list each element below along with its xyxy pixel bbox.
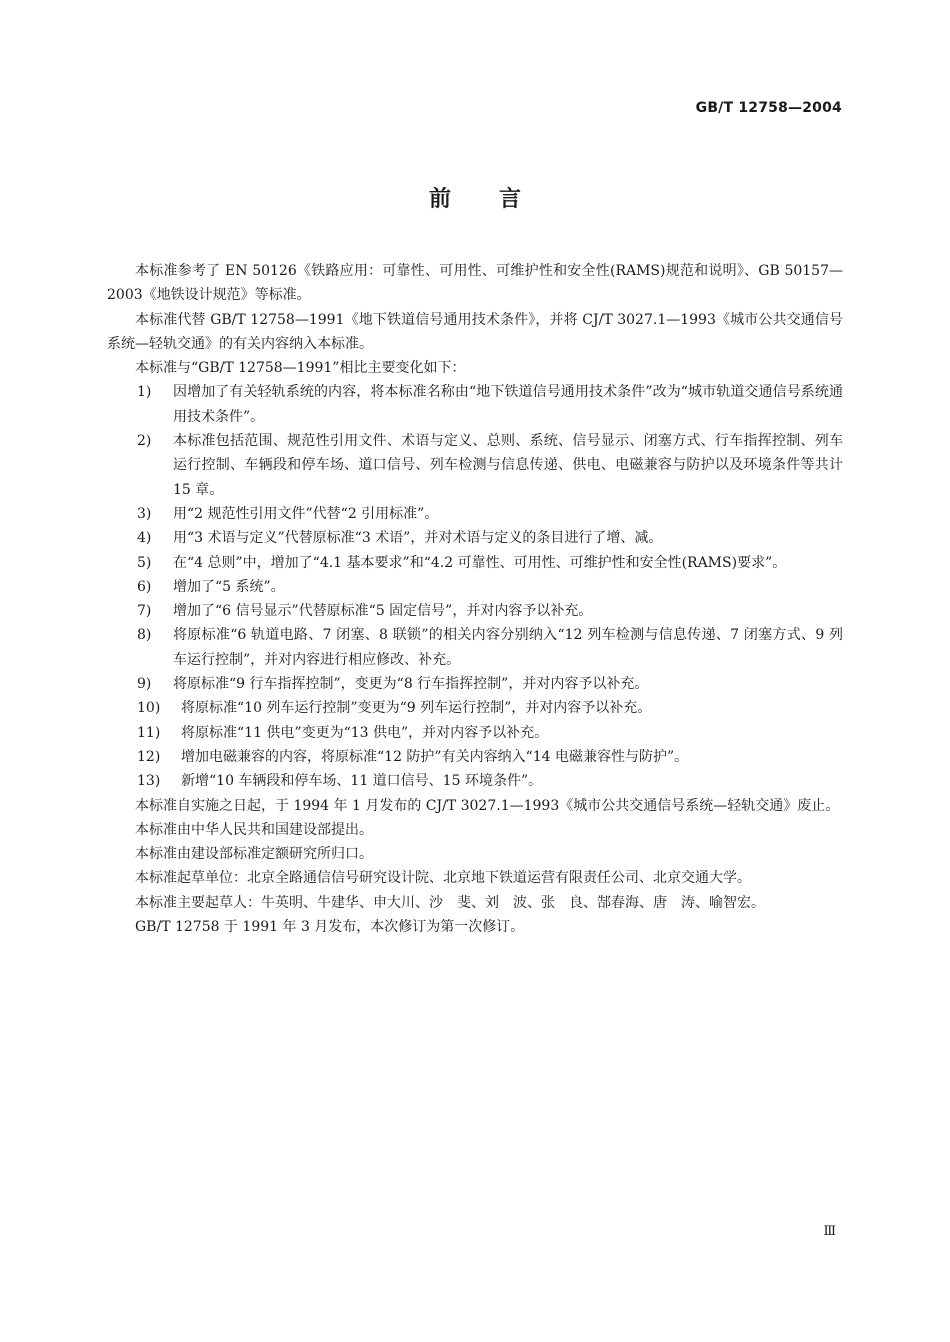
list-item	[107, 575, 843, 599]
list-item-text: 增加了“5 系统”。	[173, 578, 285, 595]
list-item	[107, 623, 843, 672]
list-item-number: 8)	[137, 627, 152, 644]
changes-list	[107, 380, 843, 793]
list-item-text: 本标准包括范围、规范性引用文件、术语与定义、总则、系统、信号显示、闭塞方式、行车指挥控制、列车运行控制、车辆段和停车场、道口信号、列车检测与信息传递、供电、电磁兼容与防护以及环境条件等共计 15 章。	[173, 433, 843, 498]
closing-paragraph: 本标准主要起草人：牛英明、牛建华、申大川、沙 斐、刘 波、张 良、郜春海、唐 涛、喻智宏。	[135, 894, 765, 911]
list-item-number: 10)	[137, 700, 161, 717]
list-item-text: 将原标准“6 轨道电路、7 闭塞、8 联锁”的相关内容分别纳入“12 列车检测与信息传递、7 闭塞方式、9 列车运行控制”，并对内容进行相应修改、补充。	[173, 627, 843, 668]
intro-paragraph: 本标准参考了 EN 50126《铁路应用：可靠性、可用性、可维护性和安全性(RAMS)规范和说明》、GB 50157—2003《地铁设计规范》等标准。	[107, 263, 843, 304]
list-item-number: 6)	[137, 578, 152, 595]
list-item-text: 将原标准“9 行车指挥控制”，变更为“8 行车指挥控制”，并对内容予以补充。	[173, 676, 649, 693]
list-item	[107, 429, 843, 502]
list-item-text: 增加了“6 信号显示”代替原标准“5 固定信号”，并对内容予以补充。	[173, 603, 593, 620]
closing-paragraph: GB/T 12758 于 1991 年 3 月发布，本次修订为第一次修订。	[135, 919, 525, 936]
list-item-number: 9)	[137, 676, 152, 693]
list-item	[107, 502, 843, 526]
list-item	[107, 526, 843, 550]
closing-paragraph: 本标准自实施之日起，于 1994 年 1 月发布的 CJ/T 3027.1—1993《城市公共交通信号系统—轻轨交通》废止。	[135, 797, 840, 814]
list-item-text: 新增“10 车辆段和停车场、11 道口信号、15 环境条件”。	[181, 773, 543, 790]
list-item	[107, 769, 843, 793]
list-item	[107, 721, 843, 745]
list-item-text: 因增加了有关轻轨系统的内容，将本标准名称由“地下铁道信号通用技术条件”改为“城市轨道交通信号系统通用技术条件”。	[173, 384, 843, 425]
list-item-text: 用“3 术语与定义”代替原标准“3 术语”，并对术语与定义的条目进行了增、减。	[173, 530, 663, 547]
list-item	[107, 380, 843, 429]
list-item-number: 12)	[137, 748, 161, 765]
list-item-number: 3)	[137, 505, 152, 522]
list-item-number: 11)	[137, 724, 161, 741]
closing-paragraph: 本标准由中华人民共和国建设部提出。	[135, 821, 373, 838]
list-item-number: 7)	[137, 603, 152, 620]
list-item-text: 在“4 总则”中，增加了“4.1 基本要求”和“4.2 可靠性、可用性、可维护性和安全性(RAMS)要求”。	[173, 554, 787, 571]
list-item-number: 2)	[137, 433, 152, 450]
list-item-text: 用“2 规范性引用文件”代替“2 引用标准”。	[173, 505, 439, 522]
list-item	[107, 551, 843, 575]
list-item	[107, 745, 843, 769]
list-item-text: 将原标准“11 供电”变更为“13 供电”，并对内容予以补充。	[181, 724, 549, 741]
list-item-number: 4)	[137, 530, 152, 547]
document-body	[107, 259, 843, 939]
list-item-number: 13)	[137, 773, 161, 790]
closing-paragraph: 本标准由建设部标准定额研究所归口。	[135, 846, 373, 863]
list-item-text: 增加电磁兼容的内容，将原标准“12 防护”有关内容纳入“14 电磁兼容性与防护”。	[181, 748, 689, 765]
list-item	[107, 672, 843, 696]
page-number: Ⅲ	[823, 1224, 836, 1239]
list-item	[107, 599, 843, 623]
list-item	[107, 696, 843, 720]
closing-paragraph: 本标准起草单位：北京全路通信信号研究设计院、北京地下铁道运营有限责任公司、北京交通大学。	[135, 870, 751, 887]
standard-code: GB/T 12758—2004	[695, 100, 842, 116]
list-item-number: 1)	[137, 384, 152, 401]
page-title: 前言	[428, 187, 569, 212]
list-item-number: 5)	[137, 554, 152, 571]
intro-paragraph: 本标准与“GB/T 12758—1991”相比主要变化如下：	[135, 360, 466, 377]
intro-paragraph: 本标准代替 GB/T 12758—1991《地下铁道信号通用技术条件》，并将 CJ/T 3027.1—1993《城市公共交通信号系统—轻轨交通》的有关内容纳入本标准。	[107, 311, 843, 352]
list-item-text: 将原标准“10 列车运行控制”变更为“9 列车运行控制”，并对内容予以补充。	[181, 700, 652, 717]
